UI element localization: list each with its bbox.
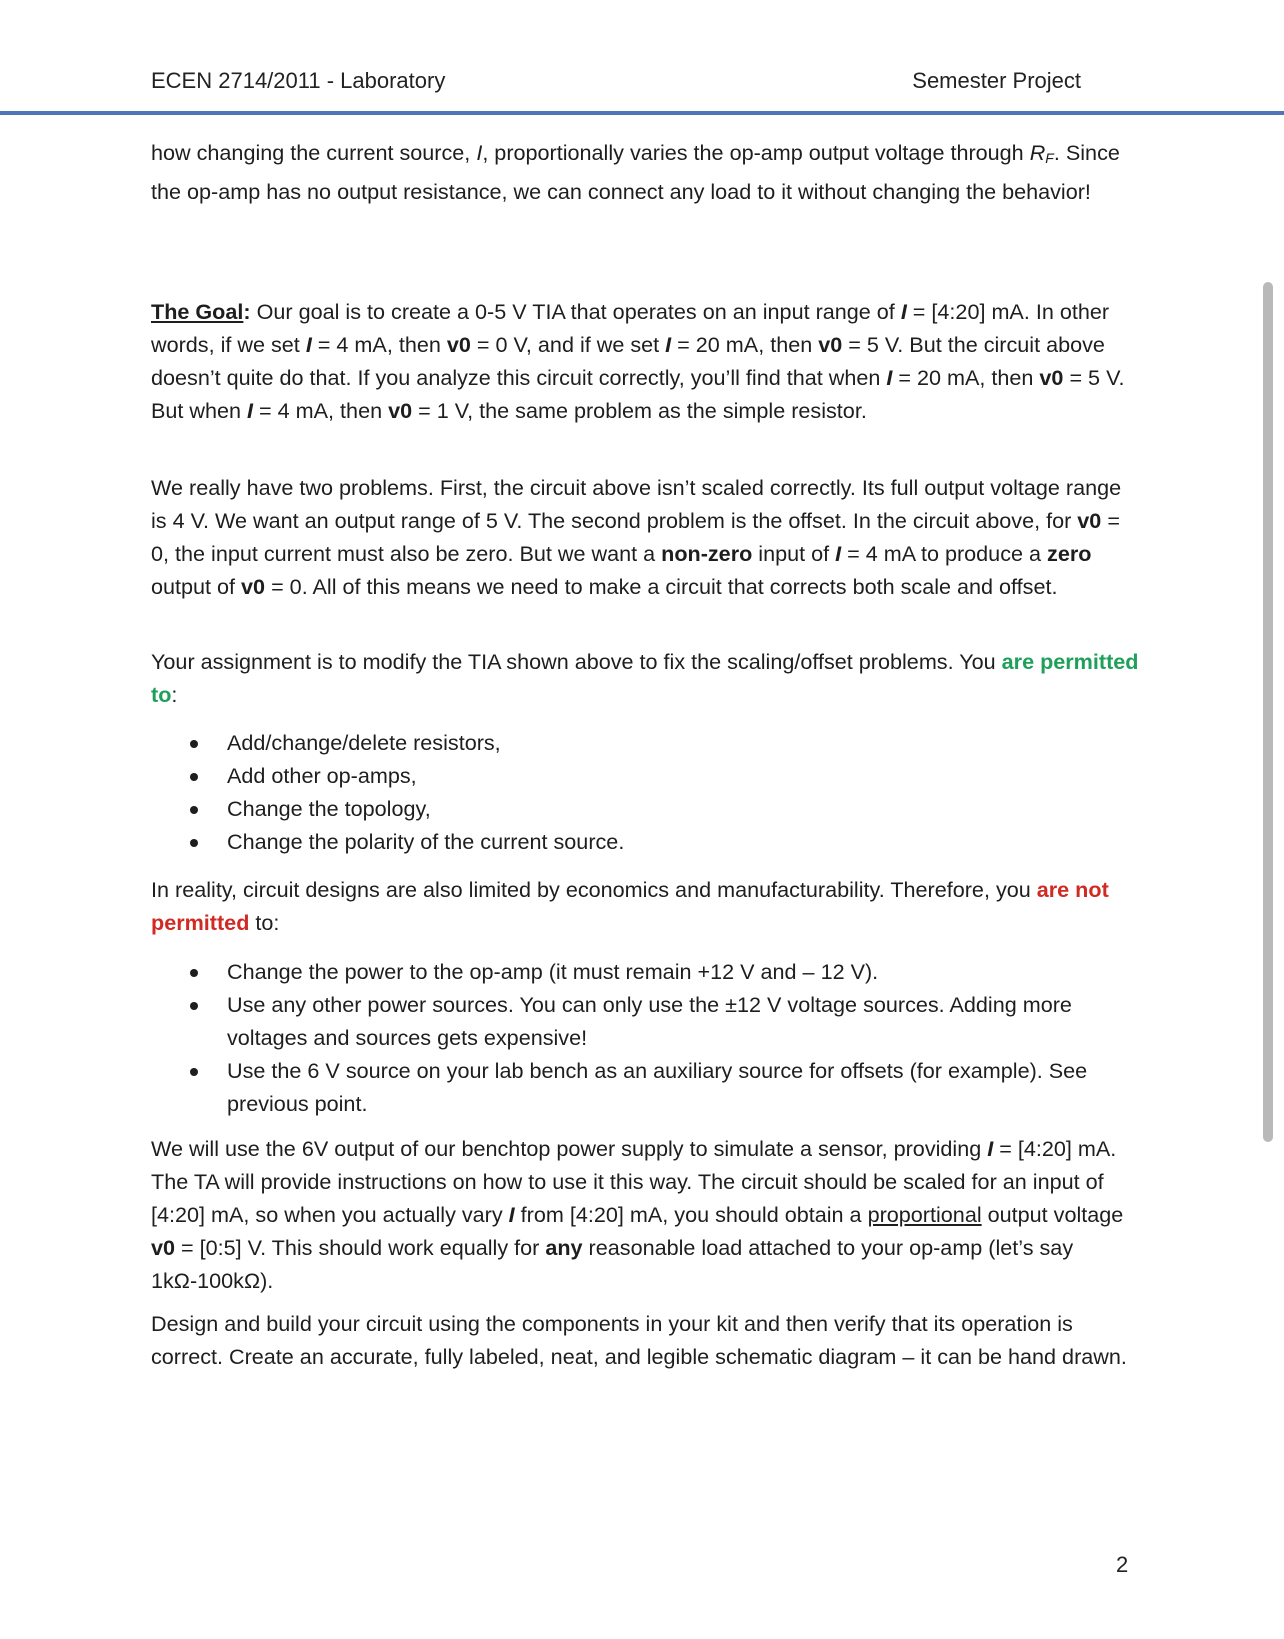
bullet-icon — [190, 839, 198, 847]
page-number: 2 — [1116, 1552, 1129, 1577]
permitted-label: are permitted to — [151, 649, 1139, 707]
not-permitted-label: are not permitted — [151, 877, 1109, 935]
list-item: Add other op-amps, — [151, 759, 1141, 792]
list-item: Add/change/delete resistors, — [151, 726, 1141, 759]
header-course: ECEN 2714/2011 - Laboratory — [151, 68, 446, 93]
bullet-icon — [190, 806, 198, 814]
bullet-icon — [190, 969, 198, 977]
problems-paragraph: We really have two problems. First, the circuit above isn’t scaled correctly. Its full output voltage range is 4 V. We want an output range of 5 V. The second problem is the offset. In the circuit above, for v0 = 0, the input current must also be zero. But we want a non-zero input of I = 4 mA to produce a zero output of v0 = 0. All of this means we need to make a circuit that corrects both scale and offset. — [151, 475, 1122, 599]
vertical-scrollbar[interactable] — [1263, 282, 1273, 1142]
list-item: Use any other power sources. You can only use the ±12 V voltage sources. Adding more voltages and sources gets expensive! — [151, 988, 1141, 1054]
list-item: Change the topology, — [151, 792, 1141, 825]
header-rule — [0, 111, 1284, 115]
bullet-icon — [190, 1068, 198, 1076]
list-item: Change the polarity of the current source. — [151, 825, 1141, 858]
page-header — [151, 68, 1081, 94]
bullet-icon — [190, 1002, 198, 1010]
goal-paragraph: The Goal: Our goal is to create a 0-5 V TIA that operates on an input range of I = [4:20] mA. In other words, if we set I = 4 mA, then v0 = 0 V, and if we set I = 20 mA, then v0 = 5 V. But the circuit above doesn’t quite do that. If you analyze this circuit correctly, you’ll find that when I = 20 mA, then v0 = 5 V. But when I = 4 mA, then v0 = 1 V, the same problem as the simple resistor. — [151, 299, 1125, 423]
assignment-paragraph: Your assignment is to modify the TIA shown above to fix the scaling/offset problems. You are permitted to: — [151, 649, 1139, 707]
intro-paragraph: how changing the current source, I, proportionally varies the op-amp output voltage through $R_F$. Since the op-amp has no output resistance, we can connect any load to it without changing the behavior! — [151, 140, 1120, 204]
header-section: Semester Project — [912, 68, 1081, 93]
not-permitted-list — [151, 955, 1141, 1120]
benchtop-paragraph: We will use the 6V output of our benchtop power supply to simulate a sensor, providing I = [4:20] mA. The TA will provide instructions on how to use it this way. The circuit should be scaled for an input of [4:20] mA, so when you actually vary I from [4:20] mA, you should obtain a proportional output voltage v0 = [0:5] V. This should work equally for any reasonable load attached to your op-amp (let’s say 1kΩ-100kΩ). — [151, 1136, 1124, 1293]
list-item: Use the 6 V source on your lab bench as an auxiliary source for offsets (for example). See previous point. — [151, 1054, 1141, 1120]
bullet-icon — [190, 740, 198, 748]
reality-paragraph: In reality, circuit designs are also limited by economics and manufacturability. Therefore, you are not permitted to: — [151, 877, 1109, 935]
design-paragraph: Design and build your circuit using the components in your kit and then verify that its operation is correct. Create an accurate, fully labeled, neat, and legible schematic diagram – it can be hand drawn. — [151, 1311, 1127, 1369]
goal-heading: The Goal — [151, 299, 244, 324]
permitted-list — [151, 726, 1141, 858]
list-item: Change the power to the op-amp (it must remain +12 V and – 12 V). — [151, 955, 1141, 988]
bullet-icon — [190, 773, 198, 781]
